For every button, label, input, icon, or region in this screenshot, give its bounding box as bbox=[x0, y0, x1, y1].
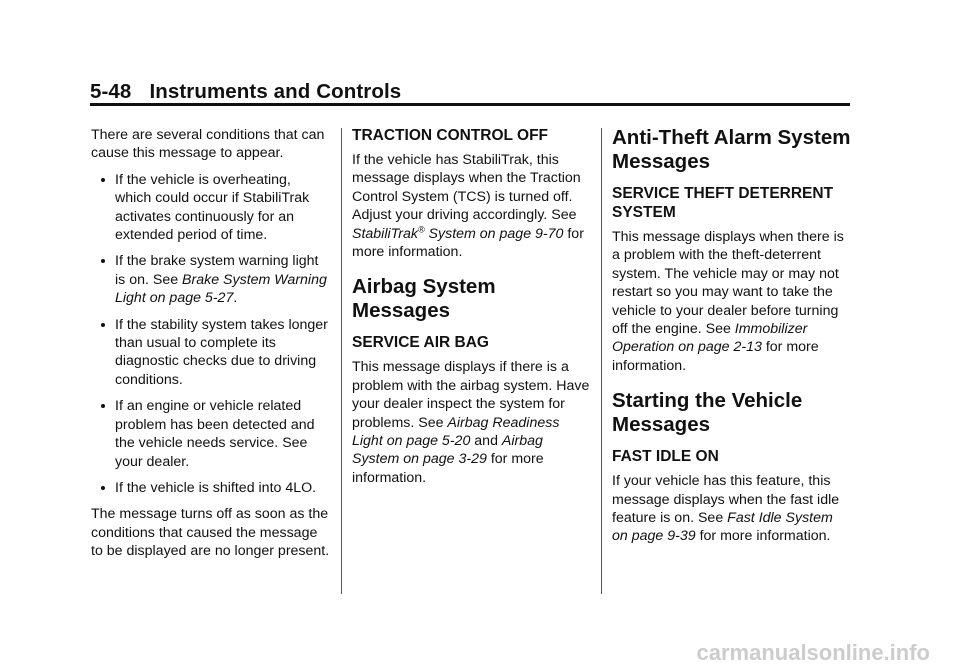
column-2 bbox=[352, 126, 592, 495]
section-title: Instruments and Controls bbox=[149, 80, 402, 103]
list-item bbox=[91, 397, 331, 471]
theft-text: This message displays when there is a problem with the theft-deterrent system. The vehicle may or may not restart so you may want to take the vehicle to your dealer before turning off the engine. See bbox=[612, 229, 844, 338]
theft-text-end: for more information. bbox=[612, 339, 819, 374]
column-divider-1 bbox=[341, 128, 342, 594]
theft-section-title: Anti-Theft Alarm System Messages bbox=[612, 126, 851, 173]
list-item bbox=[91, 171, 331, 245]
airbag-text: This message displays if there is a problem with the airbag system. Have your dealer inspect the system for problems. See bbox=[352, 359, 590, 431]
tcs-heading: TRACTION CONTROL OFF bbox=[352, 127, 549, 144]
tcs-text: If the vehicle has StabiliTrak, this message displays when the Traction Control System (TCS) is turned off. Adjust your driving accordingly. See bbox=[352, 152, 581, 224]
fast-idle-paragraph bbox=[612, 472, 852, 546]
cross-reference-link[interactable]: Brake System Warning Light on page 5-27 bbox=[115, 271, 327, 307]
fast-idle-heading: FAST IDLE ON bbox=[612, 448, 719, 466]
intro-paragraph: There are several conditions that can cause this message to appear. bbox=[91, 127, 325, 162]
theft-paragraph bbox=[612, 228, 852, 375]
starting-section-title: Starting the Vehicle Messages bbox=[612, 389, 803, 437]
bullet-icon bbox=[101, 323, 105, 327]
list-item-text: If the vehicle is shifted into 4LO. bbox=[115, 479, 317, 496]
tcs-text-end: for more information. bbox=[352, 225, 584, 261]
cross-reference-link[interactable]: Airbag Readiness Light on page 5-20 bbox=[352, 414, 560, 450]
cross-reference-link[interactable]: Fast Idle System on page 9-39 bbox=[612, 510, 833, 545]
column-divider-2 bbox=[601, 128, 602, 594]
airbag-section-title: Airbag System Messages bbox=[352, 275, 496, 323]
list-item-text: If the stability system takes longer than usual to complete its diagnostic checks due to driving conditions. bbox=[115, 316, 328, 388]
bullet-icon bbox=[101, 259, 105, 263]
header-rule bbox=[90, 103, 850, 106]
cross-reference-link[interactable]: Immobilizer Operation on page 2-13 bbox=[612, 321, 808, 356]
list-item-text: If the vehicle is overheating, which could occur if StabiliTrak activates continuously for an extended period of time. bbox=[115, 171, 310, 244]
list-item-text: If an engine or vehicle related problem has been detected and the vehicle needs service. See your dealer. bbox=[115, 398, 315, 470]
column-1 bbox=[91, 126, 331, 569]
page-number: 5-48 bbox=[90, 80, 132, 103]
cross-reference-link[interactable]: StabiliTrak® System on page 9-70 bbox=[352, 223, 564, 242]
registered-mark: ® bbox=[417, 223, 425, 234]
bullet-icon bbox=[101, 178, 105, 182]
list-item-text: If the brake system warning light is on. See bbox=[115, 253, 319, 288]
bullet-icon bbox=[101, 486, 105, 490]
idle-text-end: for more information. bbox=[695, 528, 831, 545]
watermark: carmanualsonline.info bbox=[696, 640, 930, 665]
airbag-text-end: for more information. bbox=[352, 451, 544, 486]
bullet-icon bbox=[101, 404, 105, 408]
airbag-paragraph bbox=[352, 358, 592, 487]
list-item bbox=[91, 252, 331, 307]
tcs-paragraph bbox=[352, 151, 592, 261]
airbag-text-and: and bbox=[470, 433, 502, 450]
list-item bbox=[91, 479, 331, 497]
list-item-text-end: . bbox=[233, 290, 238, 307]
theft-heading: SERVICE THEFT DETERRENT SYSTEM bbox=[612, 185, 834, 221]
idle-text: If your vehicle has this feature, this message displays when the fast idle feature is on. See bbox=[612, 473, 840, 527]
list-item bbox=[91, 316, 331, 390]
cross-reference-link[interactable]: Airbag System on page 3-29 bbox=[352, 433, 543, 468]
airbag-heading: SERVICE AIR BAG bbox=[352, 334, 489, 352]
column-3 bbox=[612, 126, 852, 554]
outro-paragraph: The message turns off as soon as the conditions that caused the message to be displayed are no longer present. bbox=[91, 506, 330, 560]
page-header bbox=[90, 80, 850, 104]
